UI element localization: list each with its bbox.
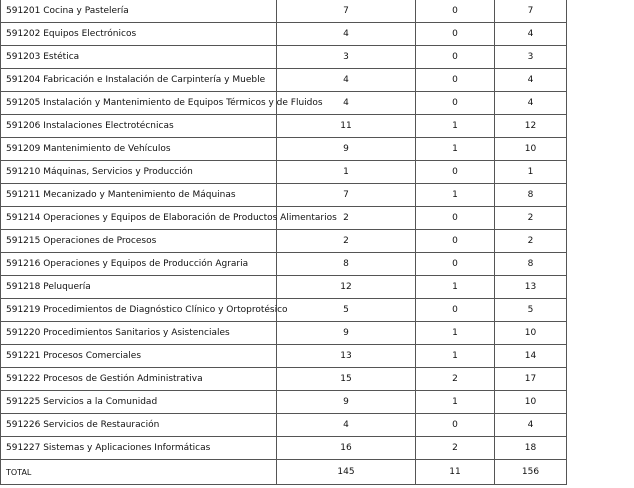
count-cell-3: 14 [495, 345, 567, 368]
count-cell-3: 13 [495, 276, 567, 299]
specialty-cell: 591204 Fabricación e Instalación de Carpintería y Mueble [1, 69, 277, 92]
specialty-cell: 591214 Operaciones y Equipos de Elaboración de Productos Alimentarios [1, 207, 277, 230]
specialty-cell: 591221 Procesos Comerciales [1, 345, 277, 368]
count-cell-1: 3 [277, 46, 416, 69]
table-row [1, 391, 567, 414]
table-row [1, 322, 567, 345]
count-cell-1: 15 [277, 368, 416, 391]
specialty-cell: 591215 Operaciones de Procesos [1, 230, 277, 253]
count-cell-3: 18 [495, 437, 567, 460]
specialty-cell: 591218 Peluquería [1, 276, 277, 299]
total-row [1, 460, 567, 485]
specialty-cell: 591225 Servicios a la Comunidad [1, 391, 277, 414]
table-row [1, 69, 567, 92]
table-row [1, 23, 567, 46]
count-cell-3: 7 [495, 0, 567, 23]
count-cell-3: 2 [495, 207, 567, 230]
count-cell-2: 0 [416, 414, 495, 437]
count-cell-3: 4 [495, 414, 567, 437]
count-cell-1: 4 [277, 69, 416, 92]
count-cell-3: 17 [495, 368, 567, 391]
total-count-cell-1: 145 [277, 460, 416, 485]
count-cell-1: 11 [277, 115, 416, 138]
specialty-cell: 591219 Procedimientos de Diagnóstico Clínico y Ortoprotésico [1, 299, 277, 322]
count-cell-3: 10 [495, 391, 567, 414]
specialty-cell: 591205 Instalación y Mantenimiento de Equipos Térmicos y de Fluidos [1, 92, 277, 115]
table-row [1, 161, 567, 184]
count-cell-2: 0 [416, 161, 495, 184]
count-cell-2: 0 [416, 207, 495, 230]
count-cell-2: 1 [416, 391, 495, 414]
count-cell-3: 8 [495, 253, 567, 276]
count-cell-2: 0 [416, 46, 495, 69]
count-cell-2: 1 [416, 115, 495, 138]
total-count-cell-2: 11 [416, 460, 495, 485]
count-cell-2: 2 [416, 368, 495, 391]
count-cell-1: 9 [277, 322, 416, 345]
count-cell-2: 0 [416, 299, 495, 322]
specialty-cell: 591206 Instalaciones Electrotécnicas [1, 115, 277, 138]
table-row [1, 299, 567, 322]
specialty-cell: 591227 Sistemas y Aplicaciones Informáticas [1, 437, 277, 460]
count-cell-2: 0 [416, 0, 495, 23]
count-cell-2: 2 [416, 437, 495, 460]
specialty-cell: 591220 Procedimientos Sanitarios y Asistenciales [1, 322, 277, 345]
count-cell-1: 13 [277, 345, 416, 368]
table-row [1, 0, 567, 23]
specialty-cell: 591226 Servicios de Restauración [1, 414, 277, 437]
count-cell-1: 4 [277, 23, 416, 46]
count-cell-2: 0 [416, 23, 495, 46]
table-row [1, 46, 567, 69]
total-specialty-cell: TOTAL [1, 460, 277, 485]
table-row [1, 414, 567, 437]
table-row [1, 207, 567, 230]
count-cell-3: 10 [495, 138, 567, 161]
count-cell-2: 0 [416, 230, 495, 253]
count-cell-2: 0 [416, 253, 495, 276]
specialty-cell: 591216 Operaciones y Equipos de Producción Agraria [1, 253, 277, 276]
count-cell-1: 9 [277, 391, 416, 414]
table-row [1, 368, 567, 391]
count-cell-2: 1 [416, 184, 495, 207]
count-cell-1: 5 [277, 299, 416, 322]
count-cell-1: 7 [277, 0, 416, 23]
table-row [1, 230, 567, 253]
table-row [1, 345, 567, 368]
count-cell-2: 1 [416, 345, 495, 368]
count-cell-1: 2 [277, 207, 416, 230]
count-cell-3: 1 [495, 161, 567, 184]
specialty-cell: 591210 Máquinas, Servicios y Producción [1, 161, 277, 184]
table-row [1, 253, 567, 276]
count-cell-1: 16 [277, 437, 416, 460]
table-row [1, 276, 567, 299]
count-cell-1: 1 [277, 161, 416, 184]
table-row [1, 115, 567, 138]
specialty-cell: 591211 Mecanizado y Mantenimiento de Máquinas [1, 184, 277, 207]
count-cell-2: 1 [416, 138, 495, 161]
count-cell-3: 10 [495, 322, 567, 345]
count-cell-3: 8 [495, 184, 567, 207]
count-cell-3: 4 [495, 69, 567, 92]
count-cell-1: 8 [277, 253, 416, 276]
count-cell-1: 4 [277, 92, 416, 115]
count-cell-2: 0 [416, 92, 495, 115]
table-row [1, 437, 567, 460]
count-cell-2: 1 [416, 322, 495, 345]
table-row [1, 138, 567, 161]
count-cell-3: 4 [495, 23, 567, 46]
count-cell-1: 9 [277, 138, 416, 161]
count-cell-3: 12 [495, 115, 567, 138]
count-cell-3: 5 [495, 299, 567, 322]
specialty-cell: 591222 Procesos de Gestión Administrativa [1, 368, 277, 391]
table-row [1, 92, 567, 115]
specialty-cell: 591202 Equipos Electrónicos [1, 23, 277, 46]
total-count-cell-3: 156 [495, 460, 567, 485]
table-row [1, 184, 567, 207]
count-cell-2: 1 [416, 276, 495, 299]
count-cell-1: 4 [277, 414, 416, 437]
count-cell-3: 3 [495, 46, 567, 69]
table-body [1, 0, 567, 485]
count-cell-1: 2 [277, 230, 416, 253]
count-cell-2: 0 [416, 69, 495, 92]
count-cell-3: 2 [495, 230, 567, 253]
count-cell-3: 4 [495, 92, 567, 115]
count-cell-1: 7 [277, 184, 416, 207]
specialty-cell: 591201 Cocina y Pastelería [1, 0, 277, 23]
specialty-cell: 591209 Mantenimiento de Vehículos [1, 138, 277, 161]
count-cell-1: 12 [277, 276, 416, 299]
specialty-cell: 591203 Estética [1, 46, 277, 69]
